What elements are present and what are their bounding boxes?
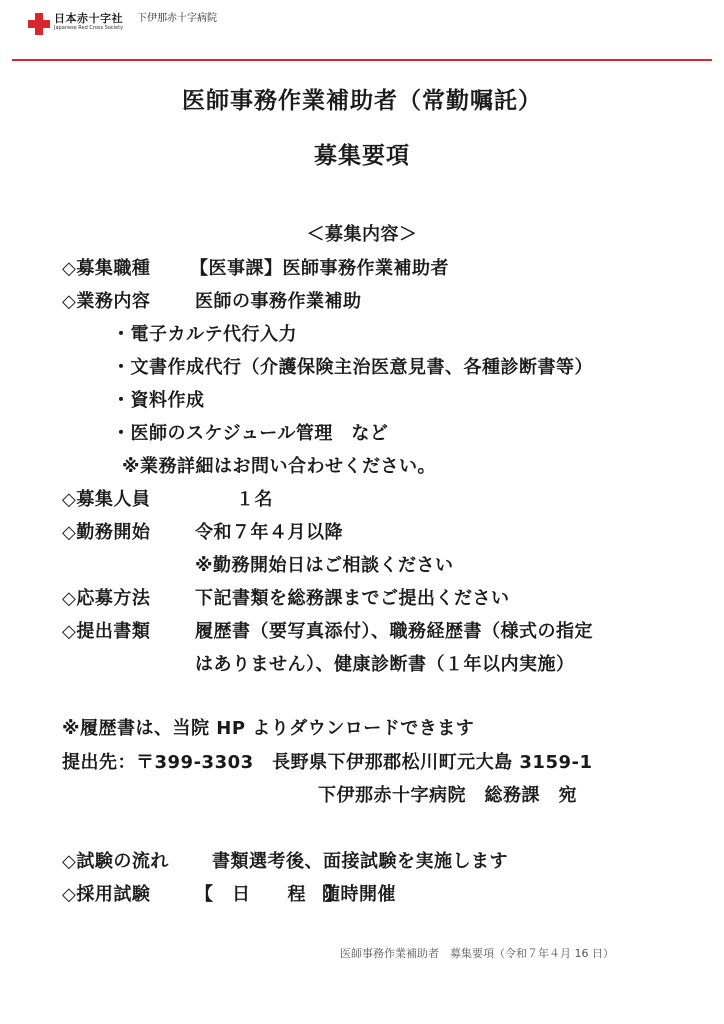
header [28,12,217,40]
hospital-name: 下伊那赤十字病院 [137,13,218,24]
red-cross-icon [28,13,50,35]
duties-value: 医師の事務作業補助 [195,291,362,312]
duty-item: ・医師のスケジュール管理 など [112,423,389,444]
exam-schedule-label: 【 日 程 】 [195,884,343,905]
section-heading: ＜募集内容＞ [306,224,418,245]
page-title: 医師事務作業補助者（常勤嘱託） [182,88,542,114]
headcount-label: ◇募集人員 [62,489,151,510]
flow-value: 書類選考後、面接試験を実施します [212,851,508,872]
duty-item: ・資料作成 [112,390,205,411]
resume-note: ※履歴書は、当院 HP よりダウンロードできます [62,718,475,739]
org-name-jp: 日本赤十字社 [54,12,123,25]
header-divider [12,59,712,61]
documents-value-1: 履歴書（要写真添付）、職務経歴書（様式の指定 [195,621,593,642]
documents-label: ◇提出書類 [62,621,151,642]
job-type-value: 【医事課】医師事務作業補助者 [190,258,449,279]
apply-label: ◇応募方法 [62,588,151,609]
headcount-value: １名 [236,489,273,510]
duties-label: ◇業務内容 [62,291,151,312]
start-value: 令和７年４月以降 [195,522,343,543]
exam-label: ◇採用試験 [62,884,151,905]
apply-value: 下記書類を総務課までご提出ください [195,588,510,609]
documents-value-2: はありません）、健康診断書（１年以内実施） [195,654,575,675]
page-subtitle: 募集要項 [314,143,410,169]
flow-label: ◇試験の流れ [62,851,169,872]
submit-recipient: 下伊那赤十字病院 総務課 宛 [318,785,577,806]
duty-item: ・電子カルテ代行入力 [112,324,297,345]
exam-value: 随時開催 [322,884,396,905]
duties-note: ※業務詳細はお問い合わせください。 [122,456,436,477]
start-label: ◇勤務開始 [62,522,151,543]
submit-address: 提出先：〒399-3303 長野県下伊那郡松川町元大島 3159-1 [62,752,593,773]
start-note: ※勤務開始日はご相談ください [195,555,454,576]
job-type-label: ◇募集職種 [62,258,151,279]
org-name-en: Japanese Red Cross Society [54,25,124,31]
duty-item: ・文書作成代行（介護保険主治医意見書、各種診断書等） [112,357,593,378]
org-name [54,12,123,32]
footer-note: 医師事務作業補助者 募集要項（令和７年４月 16 日） [340,947,614,960]
